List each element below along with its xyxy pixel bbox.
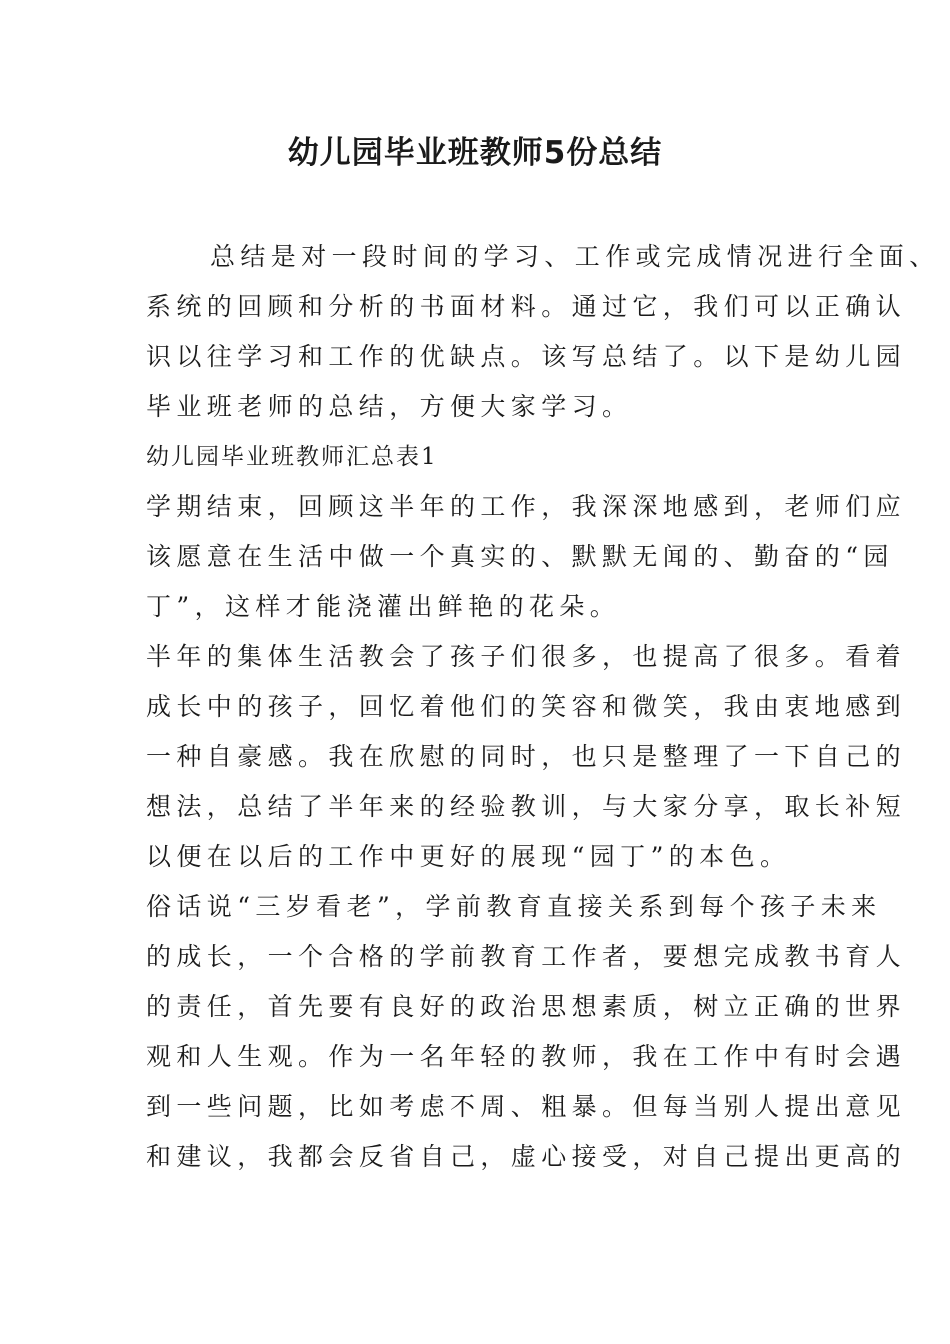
paragraph-line: 成长中的孩子，回忆着他们的笑容和微笑，我由衷地感到 <box>146 692 907 721</box>
paragraph-line: 学期结束，回顾这半年的工作，我深深地感到，老师们应 <box>146 492 907 521</box>
paragraph-line: 丁”，这样才能浇灌出鲜艳的花朵。 <box>146 592 621 621</box>
document-body <box>146 232 940 1182</box>
paragraph-line: 俗话说“三岁看老”，学前教育直接关系到每个孩子未来 <box>146 892 882 921</box>
paragraph-line: 系统的回顾和分析的书面材料。通过它，我们可以正确认 <box>146 292 907 321</box>
section-heading: 幼儿园毕业班教师汇总表1 <box>146 444 438 470</box>
paragraph-line: 以便在以后的工作中更好的展现“园丁”的本色。 <box>146 842 791 871</box>
paragraph-line: 该愿意在生活中做一个真实的、默默无闻的、勤奋的“园 <box>146 542 894 571</box>
paragraph-line: 的责任，首先要有良好的政治思想素质，树立正确的世界 <box>146 992 907 1021</box>
paragraph-line: 总结是对一段时间的学习、工作或完成情况进行全面、 <box>210 242 940 271</box>
paragraph-line: 毕业班老师的总结，方便大家学习。 <box>146 392 633 421</box>
paragraph-line: 半年的集体生活教会了孩子们很多，也提高了很多。看着 <box>146 642 907 671</box>
document-title: 幼儿园毕业班教师5份总结 <box>287 135 663 171</box>
paragraph-line: 观和人生观。作为一名年轻的教师，我在工作中有时会遇 <box>146 1042 907 1071</box>
paragraph-line: 识以往学习和工作的优缺点。该写总结了。以下是幼儿园 <box>146 342 907 371</box>
paragraph-line: 想法，总结了半年来的经验教训，与大家分享，取长补短 <box>146 792 907 821</box>
paragraph-line: 一种自豪感。我在欣慰的同时，也只是整理了一下自己的 <box>146 742 907 771</box>
paragraph-line: 到一些问题，比如考虑不周、粗暴。但每当别人提出意见 <box>146 1092 907 1121</box>
paragraph-line: 的成长，一个合格的学前教育工作者，要想完成教书育人 <box>146 942 907 971</box>
paragraph-line: 和建议，我都会反省自己，虚心接受，对自己提出更高的 <box>146 1142 907 1171</box>
